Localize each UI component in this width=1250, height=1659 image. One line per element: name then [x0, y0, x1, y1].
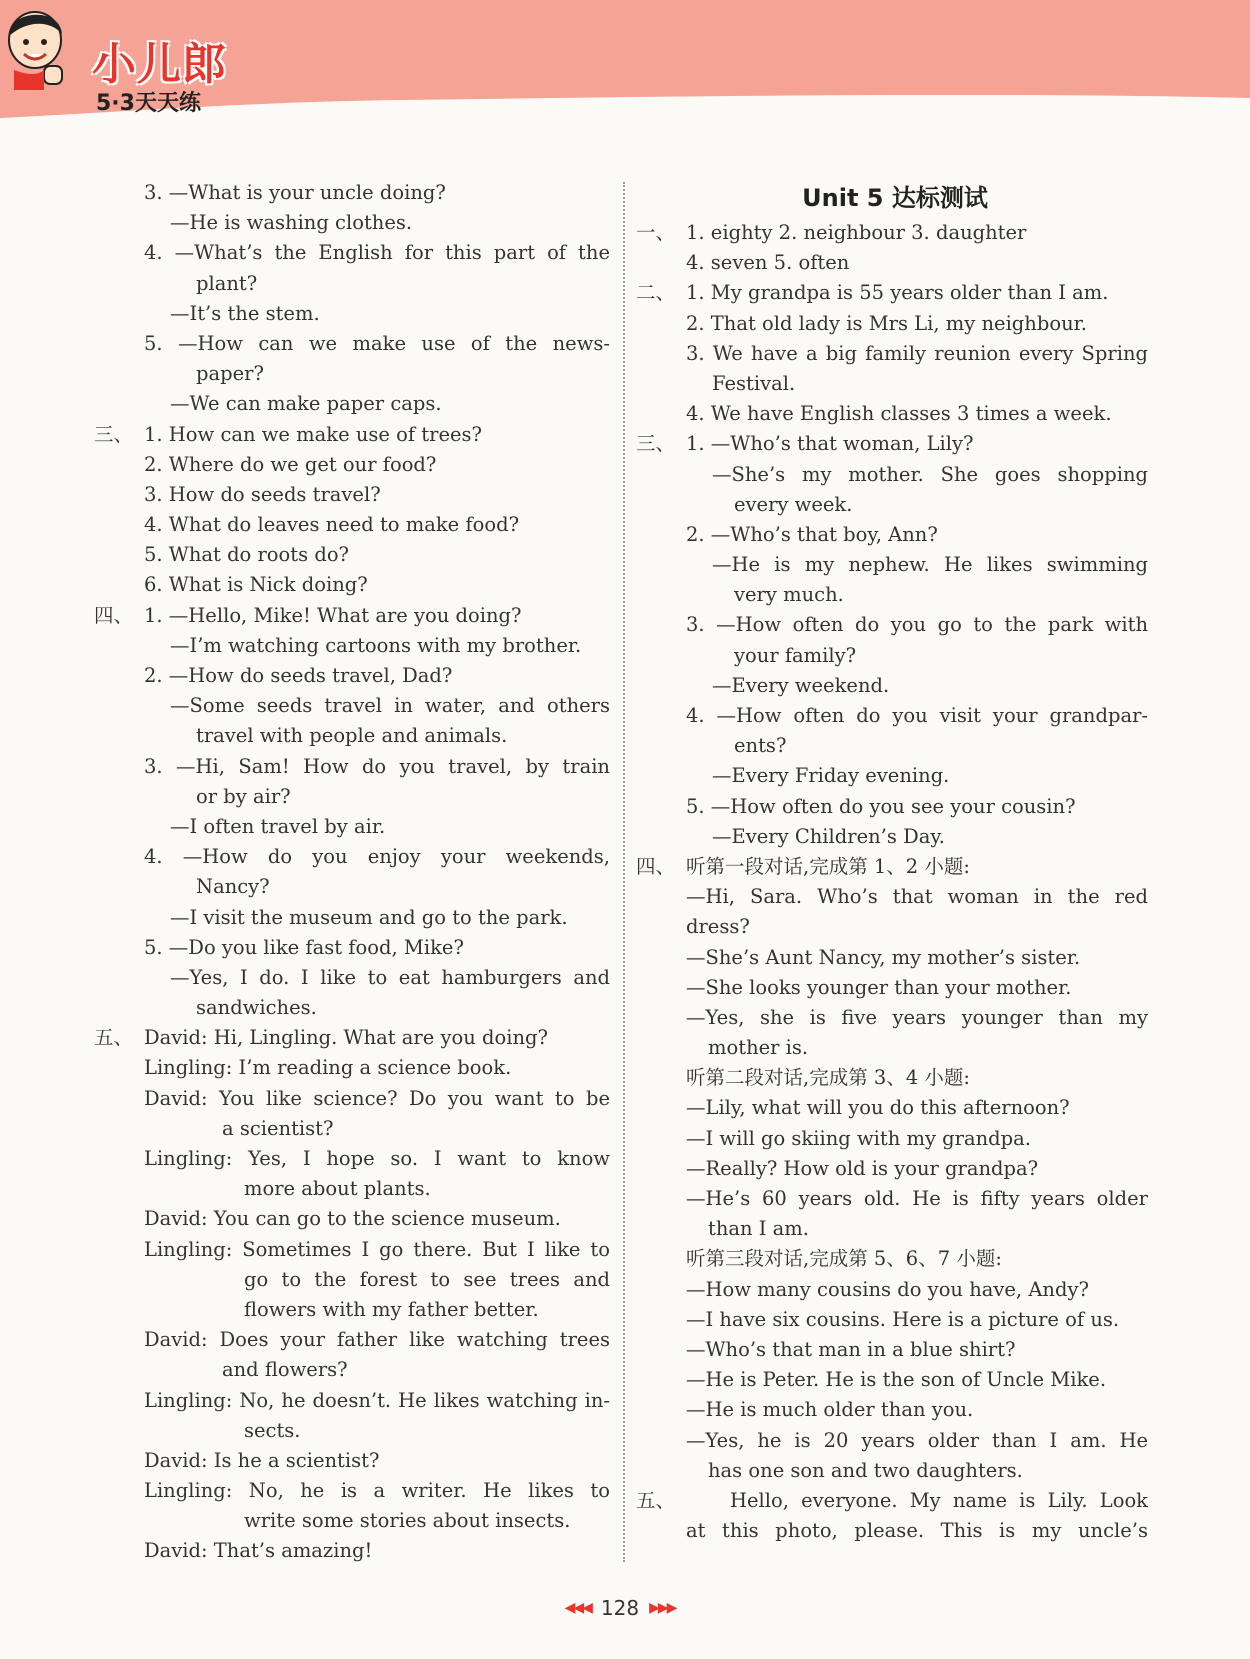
left-answer-line	[100, 1325, 610, 1355]
left-answer-text: 4. —How do you enjoy your weekends,	[144, 845, 610, 869]
logo-title: 小儿郎	[92, 39, 227, 90]
right-answer-line	[642, 248, 1148, 278]
left-answer-text: 3. —Hi, Sam! How do you travel, by train	[144, 754, 610, 778]
left-answer-text: paper?	[196, 362, 264, 386]
right-answer-line	[642, 1395, 1148, 1425]
left-answer-line	[100, 782, 610, 812]
right-answer-text: 3. We have a big family reunion every Spring	[686, 341, 1148, 365]
left-answer-text: plant?	[196, 271, 258, 295]
right-answer-line	[642, 1335, 1148, 1365]
right-answer-line	[642, 671, 1148, 701]
right-answer-text: —I will go skiing with my grandpa.	[686, 1126, 1031, 1150]
mascot-boy-icon	[0, 0, 70, 90]
left-answer-text: —It’s the stem.	[170, 301, 320, 325]
right-answer-text: 4. We have English classes 3 times a week.	[686, 402, 1112, 426]
right-answer-text: —She’s Aunt Nancy, my mother’s sister.	[686, 945, 1081, 969]
left-answer-text: David: That’s amazing!	[144, 1539, 373, 1563]
left-answer-text: —I often travel by air.	[170, 814, 386, 838]
right-answer-line	[642, 580, 1148, 610]
left-answer-line	[100, 872, 610, 902]
right-answer-text: Hello, everyone. My name is Lily. Look	[730, 1488, 1148, 1512]
right-answer-line	[642, 1063, 1148, 1093]
right-answer-text: mother is.	[708, 1036, 809, 1060]
right-answer-line	[642, 309, 1148, 339]
section-marker: 四、	[94, 603, 134, 627]
left-answer-text: Lingling: No, he doesn’t. He likes watching in-	[144, 1388, 610, 1412]
left-answer-line	[100, 1053, 610, 1083]
left-answer-line	[100, 752, 610, 782]
left-answer-line	[100, 963, 610, 993]
left-answer-line	[100, 842, 610, 872]
right-answer-line	[642, 610, 1148, 640]
right-answer-text: 听第三段对话,完成第 5、6、7 小题:	[686, 1247, 1002, 1271]
left-answer-text: David: Is he a scientist?	[144, 1448, 380, 1472]
right-answer-line	[642, 1154, 1148, 1184]
left-answer-line	[100, 1416, 610, 1446]
left-answer-line	[94, 1023, 610, 1053]
right-answer-line	[642, 882, 1148, 912]
right-answer-text: —He is much older than you.	[686, 1398, 974, 1422]
left-answer-text: 1. —Hello, Mike! What are you doing?	[144, 603, 522, 627]
left-answer-line	[100, 721, 610, 751]
left-answer-text: David: You like science? Do you want to be	[144, 1086, 610, 1110]
left-answer-line	[100, 1295, 610, 1325]
left-answer-text: 3. —What is your uncle doing?	[144, 181, 446, 204]
right-answer-text: 1. My grandpa is 55 years older than I am.	[686, 281, 1109, 305]
right-answer-line	[642, 641, 1148, 671]
left-answer-text: 5. What do roots do?	[144, 543, 350, 567]
section-marker: 一、	[636, 221, 676, 244]
right-answer-line	[642, 369, 1148, 399]
right-answer-text: —Every Friday evening.	[712, 764, 950, 788]
left-answer-line	[100, 450, 610, 480]
left-answer-line	[94, 420, 610, 450]
logo-subtitle: 5·3天天练	[96, 91, 201, 116]
left-answer-text: —We can make paper caps.	[170, 392, 442, 416]
left-answer-column	[94, 178, 610, 1567]
right-answer-line	[642, 1214, 1148, 1244]
left-answer-text: a scientist?	[222, 1116, 334, 1140]
left-answer-text: 5. —How can we make use of the news-	[144, 331, 610, 355]
left-answer-line	[100, 1174, 610, 1204]
left-answer-line	[100, 1386, 610, 1416]
left-answer-line	[100, 691, 610, 721]
right-answer-text: 听第二段对话,完成第 3、4 小题:	[686, 1066, 970, 1090]
left-answer-line	[100, 933, 610, 963]
right-answer-line	[642, 1275, 1148, 1305]
right-answer-text: —Lily, what will you do this afternoon?	[686, 1096, 1070, 1120]
right-answer-text: —Who’s that man in a blue shirt?	[686, 1337, 1016, 1361]
left-answer-text: —Some seeds travel in water, and others	[170, 694, 610, 718]
left-answer-line	[94, 601, 610, 631]
right-answer-line	[642, 1305, 1148, 1335]
right-answer-text: —She looks younger than your mother.	[686, 975, 1072, 999]
right-answer-text: 5. —How often do you see your cousin?	[686, 794, 1076, 818]
left-answer-line	[100, 1204, 610, 1234]
left-answer-text: —I’m watching cartoons with my brother.	[170, 633, 582, 657]
left-answer-text: more about plants.	[244, 1177, 431, 1201]
left-answer-line	[100, 1235, 610, 1265]
right-answer-text: ents?	[734, 734, 787, 758]
left-answer-text: 2. —How do seeds travel, Dad?	[144, 664, 453, 687]
left-answer-line	[100, 178, 610, 208]
right-answer-line	[642, 339, 1148, 369]
left-answer-text: 1. How can we make use of trees?	[144, 422, 483, 446]
right-answer-line	[642, 1124, 1148, 1154]
section-marker: 五、	[94, 1026, 134, 1050]
right-answer-line	[642, 1456, 1148, 1486]
right-answer-line	[642, 490, 1148, 520]
left-answer-line	[100, 903, 610, 933]
right-answer-line	[642, 792, 1148, 822]
right-answer-text: 2. —Who’s that boy, Ann?	[686, 522, 938, 546]
left-answer-line	[100, 329, 610, 359]
section-marker: 五、	[636, 1488, 676, 1512]
left-answer-line	[100, 299, 610, 329]
page-footer	[520, 1590, 720, 1626]
right-answer-line	[636, 852, 1148, 882]
column-divider	[623, 182, 625, 1562]
prev-arrows-icon: ◀◀◀	[564, 1600, 591, 1616]
left-answer-text: Lingling: No, he is a writer. He likes to	[144, 1479, 610, 1503]
left-answer-text: —I visit the museum and go to the park.	[170, 905, 568, 929]
right-answer-text: has one son and two daughters.	[708, 1458, 1023, 1482]
section-marker: 三、	[636, 432, 676, 456]
right-answer-text: your family?	[734, 643, 857, 667]
left-answer-line	[100, 269, 610, 299]
left-answer-line	[100, 993, 610, 1023]
left-answer-text: 3. How do seeds travel?	[144, 482, 381, 506]
left-answer-line	[100, 238, 610, 268]
next-arrows-icon: ▶▶▶	[649, 1600, 676, 1616]
left-answer-line	[100, 359, 610, 389]
left-answer-line	[100, 208, 610, 238]
right-answer-line	[642, 973, 1148, 1003]
left-answer-line	[100, 1084, 610, 1114]
left-answer-text: Lingling: Sometimes I go there. But I like to	[144, 1237, 610, 1261]
left-answer-text: sects.	[244, 1418, 301, 1442]
unit-test-title: Unit 5 达标测试	[802, 184, 988, 212]
right-answer-line	[642, 1365, 1148, 1395]
left-answer-text: David: Hi, Lingling. What are you doing?	[144, 1026, 548, 1050]
right-answer-line	[642, 912, 1148, 942]
right-answer-line	[642, 1516, 1148, 1546]
left-answer-line	[100, 389, 610, 419]
page-header	[0, 0, 1250, 140]
left-answer-line	[100, 540, 610, 570]
right-answer-text: —Every Children’s Day.	[712, 824, 945, 848]
left-answer-text: —He is washing clothes.	[170, 211, 413, 235]
right-answer-line	[636, 278, 1148, 308]
left-answer-text: flowers with my father better.	[244, 1297, 539, 1321]
right-answer-line	[642, 731, 1148, 761]
right-answer-line	[642, 1426, 1148, 1456]
right-answer-text: at this photo, please. This is my uncle’s	[686, 1519, 1148, 1543]
right-answer-line	[636, 218, 1148, 248]
right-answer-text: —How many cousins do you have, Andy?	[686, 1277, 1089, 1301]
left-answer-text: and flowers?	[222, 1358, 348, 1382]
left-answer-text: Lingling: Yes, I hope so. I want to know	[144, 1147, 610, 1170]
right-answer-text: 4. —How often do you visit your grandpar-	[686, 704, 1148, 727]
right-answer-line	[642, 943, 1148, 973]
right-answer-line	[642, 701, 1148, 731]
left-answer-line	[100, 1446, 610, 1476]
right-answer-line	[642, 1184, 1148, 1214]
right-answer-line	[642, 1003, 1148, 1033]
right-answer-line	[642, 1033, 1148, 1063]
left-answer-text: 6. What is Nick doing?	[144, 573, 368, 597]
left-answer-line	[100, 1476, 610, 1506]
right-answer-text: —Hi, Sara. Who’s that woman in the red	[686, 885, 1148, 909]
left-answer-text: or by air?	[196, 784, 291, 808]
left-answer-line	[100, 1265, 610, 1295]
right-answer-text: 1. —Who’s that woman, Lily?	[686, 432, 974, 456]
left-answer-text: David: Does your father like watching trees	[144, 1328, 610, 1352]
left-answer-text: travel with people and animals.	[196, 724, 508, 748]
left-answer-text: go to the forest to see trees and	[244, 1267, 610, 1291]
right-answer-text: —He is my nephew. He likes swimming	[712, 553, 1148, 577]
right-answer-line	[642, 460, 1148, 490]
left-answer-line	[100, 1355, 610, 1385]
left-answer-text: David: You can go to the science museum.	[144, 1207, 561, 1231]
right-answer-text: Festival.	[712, 371, 796, 395]
left-answer-line	[100, 812, 610, 842]
left-answer-text: Nancy?	[196, 875, 270, 899]
left-answer-line	[100, 1506, 610, 1536]
section-marker: 二、	[636, 281, 676, 305]
right-answer-line	[642, 1244, 1148, 1274]
right-answer-text: —Really? How old is your grandpa?	[686, 1156, 1039, 1180]
right-answer-column	[636, 178, 1148, 1546]
left-answer-line	[100, 510, 610, 540]
right-answer-text: than I am.	[708, 1217, 809, 1241]
right-answer-line	[642, 1093, 1148, 1123]
right-answer-text: —Yes, he is 20 years older than I am. He	[686, 1428, 1148, 1452]
right-answer-text: 2. That old lady is Mrs Li, my neighbour.	[686, 311, 1088, 335]
right-answer-line	[642, 550, 1148, 580]
right-answer-text: 3. —How often do you go to the park with	[686, 613, 1148, 637]
right-answer-text: 听第一段对话,完成第 1、2 小题:	[686, 854, 970, 878]
right-answer-line	[642, 761, 1148, 791]
left-answer-line	[100, 661, 610, 691]
left-answer-line	[100, 1144, 610, 1174]
right-answer-text: dress?	[686, 915, 750, 939]
section-marker: 三、	[94, 422, 134, 446]
right-answer-line	[642, 520, 1148, 550]
right-answer-text: 1. eighty 2. neighbour 3. daughter	[686, 221, 1027, 244]
right-answer-text: —He is Peter. He is the son of Uncle Mike.	[686, 1368, 1107, 1392]
left-answer-line	[100, 570, 610, 600]
left-answer-line	[100, 1114, 610, 1144]
left-answer-line	[100, 480, 610, 510]
right-answer-text: every week.	[734, 492, 853, 516]
left-answer-text: 4. —What’s the English for this part of the	[144, 241, 610, 265]
right-answer-text: —She’s my mother. She goes shopping	[712, 462, 1148, 486]
right-answer-line	[642, 399, 1148, 429]
left-answer-line	[100, 631, 610, 661]
right-answer-text: —He’s 60 years old. He is fifty years older	[686, 1187, 1148, 1210]
left-answer-text: sandwiches.	[196, 996, 317, 1020]
right-answer-line	[636, 1486, 1148, 1516]
right-answer-text: —I have six cousins. Here is a picture of us.	[686, 1307, 1120, 1331]
left-answer-text: 5. —Do you like fast food, Mike?	[144, 935, 464, 959]
right-answer-text: 4. seven 5. often	[686, 251, 850, 275]
page-number: 128	[600, 1596, 640, 1620]
left-answer-text: write some stories about insects.	[244, 1509, 571, 1533]
right-answer-text: very much.	[734, 583, 844, 607]
left-answer-text: 2. Where do we get our food?	[144, 452, 437, 476]
left-answer-text: —Yes, I do. I like to eat hamburgers and	[170, 965, 610, 989]
left-answer-text: 4. What do leaves need to make food?	[144, 513, 520, 537]
section-marker: 四、	[636, 854, 676, 878]
left-answer-text: Lingling: I’m reading a science book.	[144, 1056, 512, 1080]
right-answer-text: —Every weekend.	[712, 673, 890, 697]
right-answer-text: —Yes, she is five years younger than my	[686, 1005, 1148, 1029]
right-answer-line	[642, 822, 1148, 852]
left-answer-line	[100, 1536, 610, 1566]
right-answer-line	[636, 429, 1148, 459]
